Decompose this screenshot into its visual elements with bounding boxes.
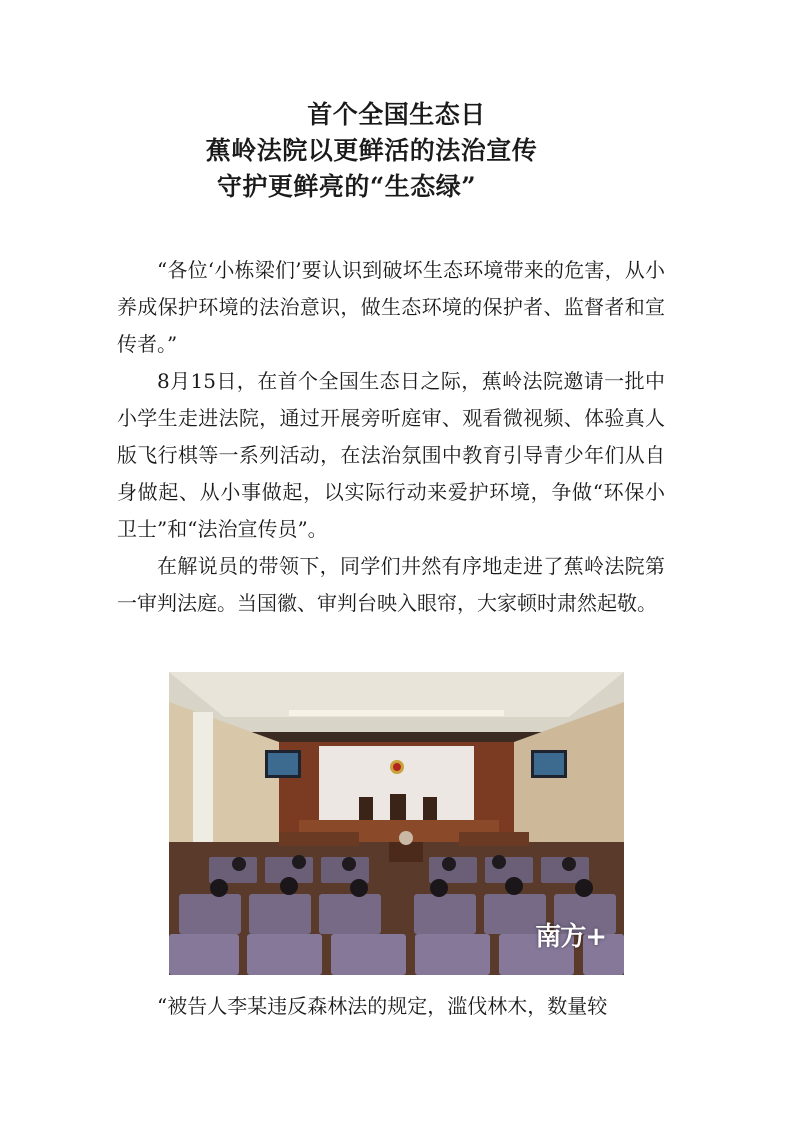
paragraph-1: “各位‘小栋梁们’要认识到破坏生态环境带来的危害，从小养成保护环境的法治意识，做生态环境的保护者、监督者和宣传者。” [117, 258, 665, 356]
paragraph-2: 8月15日，在首个全国生态日之际，蕉岭法院邀请一批中小学生走进法院，通过开展旁听庭审、观看微视频、体验真人版飞行棋等一系列活动，在法治氛围中教育引导青少年们从自身做起、从小事做起，以实际行动来爱护环境，争做“环保小卫士”和“法治宣传员”。 [117, 369, 665, 541]
paragraph-4: “被告人李某违反森林法的规定，滥伐林木，数量较 [157, 994, 608, 1018]
paragraph-event [117, 363, 665, 548]
paragraph-3: 在解说员的带领下，同学们井然有序地走进了蕉岭法院第一审判法庭。当国徽、审判台映入眼帘，大家顿时肃然起敬。 [117, 554, 665, 615]
paragraph-quote-intro [117, 252, 665, 363]
article-title [0, 97, 793, 205]
title-line-3: 守护更鲜亮的“生态绿” [216, 172, 477, 201]
title-line-2: 蕉岭法院以更鲜活的法治宣传 [205, 136, 538, 165]
photo-watermark: 南方+ [535, 922, 606, 952]
paragraph-tour [117, 548, 665, 622]
courtroom-photo [169, 672, 624, 975]
title-line-1: 首个全国生态日 [307, 100, 486, 129]
paragraph-verdict [117, 988, 665, 1025]
